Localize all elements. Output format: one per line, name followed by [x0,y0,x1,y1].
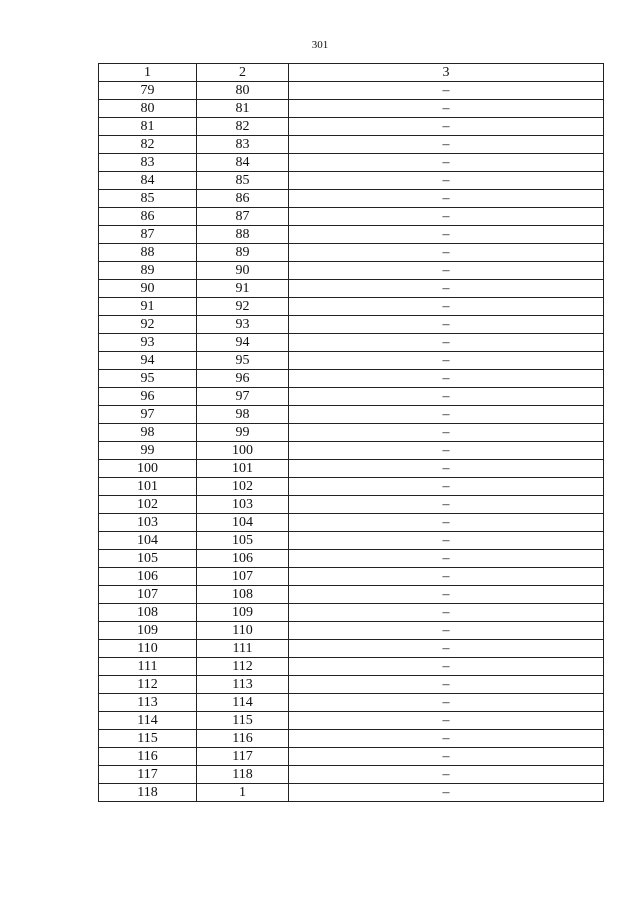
table-cell-col2: 97 [197,388,289,406]
page-number: 301 [311,39,329,51]
table-row [99,334,604,352]
table-cell-col1: 85 [99,190,197,208]
table-cell-col2: 109 [197,604,289,622]
table-cell-col1: 118 [99,784,197,802]
table-row [99,514,604,532]
table-cell-col1: 93 [99,334,197,352]
table-cell-col3: – [289,568,604,586]
table-cell-col3: – [289,478,604,496]
table-row [99,640,604,658]
table-row [99,478,604,496]
table-cell-col1: 103 [99,514,197,532]
table-cell-col1: 114 [99,712,197,730]
table-cell-col2: 87 [197,208,289,226]
table-row [99,118,604,136]
table-cell-col1: 90 [99,280,197,298]
table-cell-col3: – [289,406,604,424]
table-cell-col1: 105 [99,550,197,568]
table-body [99,82,604,802]
table-row [99,766,604,784]
table-row [99,622,604,640]
table-cell-col1: 81 [99,118,197,136]
table-cell-col3: – [289,532,604,550]
table-cell-col1: 80 [99,100,197,118]
table-cell-col2: 104 [197,514,289,532]
table-cell-col3: – [289,118,604,136]
table-row [99,82,604,100]
table-row [99,784,604,802]
table-cell-col2: 99 [197,424,289,442]
table-cell-col1: 84 [99,172,197,190]
table-cell-col3: – [289,550,604,568]
table-cell-col2: 1 [197,784,289,802]
table-cell-col3: – [289,604,604,622]
table-cell-col2: 116 [197,730,289,748]
table-cell-col2: 114 [197,694,289,712]
table-cell-col3: – [289,226,604,244]
table-cell-col3: – [289,424,604,442]
table-row [99,244,604,262]
table-cell-col3: – [289,280,604,298]
table-cell-col1: 113 [99,694,197,712]
table-cell-col1: 117 [99,766,197,784]
table-row [99,100,604,118]
table-header-row [99,64,604,82]
table-cell-col2: 82 [197,118,289,136]
table-cell-col2: 98 [197,406,289,424]
table-cell-col1: 101 [99,478,197,496]
table-cell-col1: 79 [99,82,197,100]
column-header-3: 3 [289,64,604,82]
table-cell-col3: – [289,694,604,712]
table-cell-col1: 106 [99,568,197,586]
table-cell-col1: 95 [99,370,197,388]
table-row [99,748,604,766]
table-cell-col1: 91 [99,298,197,316]
table-cell-col3: – [289,388,604,406]
table-cell-col1: 108 [99,604,197,622]
table-row [99,316,604,334]
table-row [99,604,604,622]
column-header-1: 1 [99,64,197,82]
table-row [99,550,604,568]
table-row [99,730,604,748]
table-cell-col2: 96 [197,370,289,388]
table-cell-col3: – [289,460,604,478]
table-cell-col1: 115 [99,730,197,748]
table-cell-col3: – [289,352,604,370]
table-cell-col1: 102 [99,496,197,514]
table-cell-col2: 81 [197,100,289,118]
table-row [99,694,604,712]
table-row [99,388,604,406]
table-row [99,190,604,208]
table-cell-col2: 111 [197,640,289,658]
table-cell-col3: – [289,712,604,730]
table-cell-col1: 86 [99,208,197,226]
table-cell-col2: 91 [197,280,289,298]
table-cell-col2: 118 [197,766,289,784]
table-row [99,352,604,370]
table-cell-col3: – [289,172,604,190]
table-cell-col1: 109 [99,622,197,640]
table-row [99,424,604,442]
table-cell-col2: 105 [197,532,289,550]
table-cell-col1: 110 [99,640,197,658]
table-cell-col2: 112 [197,658,289,676]
table-cell-col3: – [289,334,604,352]
table-cell-col3: – [289,154,604,172]
table-cell-col1: 89 [99,262,197,280]
table-cell-col1: 99 [99,442,197,460]
table-row [99,568,604,586]
table-row [99,154,604,172]
table-row [99,460,604,478]
table-cell-col2: 86 [197,190,289,208]
table-row [99,370,604,388]
table-cell-col2: 85 [197,172,289,190]
table-cell-col1: 88 [99,244,197,262]
table-cell-col3: – [289,586,604,604]
table-cell-col2: 92 [197,298,289,316]
table-cell-col1: 87 [99,226,197,244]
column-header-2: 2 [197,64,289,82]
table-cell-col1: 100 [99,460,197,478]
table-cell-col2: 107 [197,568,289,586]
table-cell-col3: – [289,748,604,766]
table-cell-col3: – [289,316,604,334]
table-cell-col3: – [289,496,604,514]
table-cell-col2: 88 [197,226,289,244]
table-row [99,226,604,244]
table-cell-col1: 98 [99,424,197,442]
table-row [99,676,604,694]
table-row [99,586,604,604]
table-cell-col3: – [289,190,604,208]
table-cell-col3: – [289,208,604,226]
table-cell-col2: 108 [197,586,289,604]
table-cell-col2: 84 [197,154,289,172]
table-row [99,262,604,280]
table-cell-col3: – [289,730,604,748]
table-cell-col2: 83 [197,136,289,154]
table-cell-col2: 94 [197,334,289,352]
table-cell-col3: – [289,622,604,640]
table-cell-col1: 104 [99,532,197,550]
table-cell-col3: – [289,100,604,118]
table-cell-col3: – [289,640,604,658]
table-cell-col3: – [289,244,604,262]
table-cell-col3: – [289,82,604,100]
table-cell-col2: 115 [197,712,289,730]
table-row [99,406,604,424]
table-cell-col2: 117 [197,748,289,766]
table-cell-col2: 101 [197,460,289,478]
table-row [99,658,604,676]
table-cell-col2: 100 [197,442,289,460]
table-row [99,442,604,460]
table-row [99,208,604,226]
table-row [99,298,604,316]
table-cell-col3: – [289,676,604,694]
table-row [99,532,604,550]
table-cell-col3: – [289,784,604,802]
table-cell-col1: 82 [99,136,197,154]
table-cell-col1: 97 [99,406,197,424]
table-cell-col3: – [289,298,604,316]
table-cell-col2: 90 [197,262,289,280]
table-cell-col2: 102 [197,478,289,496]
table-cell-col1: 116 [99,748,197,766]
table-cell-col3: – [289,262,604,280]
table-row [99,496,604,514]
table-cell-col2: 106 [197,550,289,568]
table-cell-col1: 92 [99,316,197,334]
table-cell-col2: 93 [197,316,289,334]
table-row [99,280,604,298]
table-cell-col1: 112 [99,676,197,694]
table-cell-col2: 103 [197,496,289,514]
table-cell-col3: – [289,766,604,784]
table-cell-col3: – [289,136,604,154]
table-cell-col1: 96 [99,388,197,406]
table-cell-col1: 107 [99,586,197,604]
table-cell-col2: 95 [197,352,289,370]
table-cell-col3: – [289,370,604,388]
table-cell-col1: 94 [99,352,197,370]
table-cell-col3: – [289,514,604,532]
table-cell-col3: – [289,442,604,460]
table-cell-col2: 89 [197,244,289,262]
table-cell-col2: 113 [197,676,289,694]
table-row [99,136,604,154]
table-cell-col2: 110 [197,622,289,640]
data-table [98,63,604,802]
table-row [99,172,604,190]
table-cell-col2: 80 [197,82,289,100]
table-cell-col1: 111 [99,658,197,676]
table-cell-col1: 83 [99,154,197,172]
table-cell-col3: – [289,658,604,676]
table-row [99,712,604,730]
